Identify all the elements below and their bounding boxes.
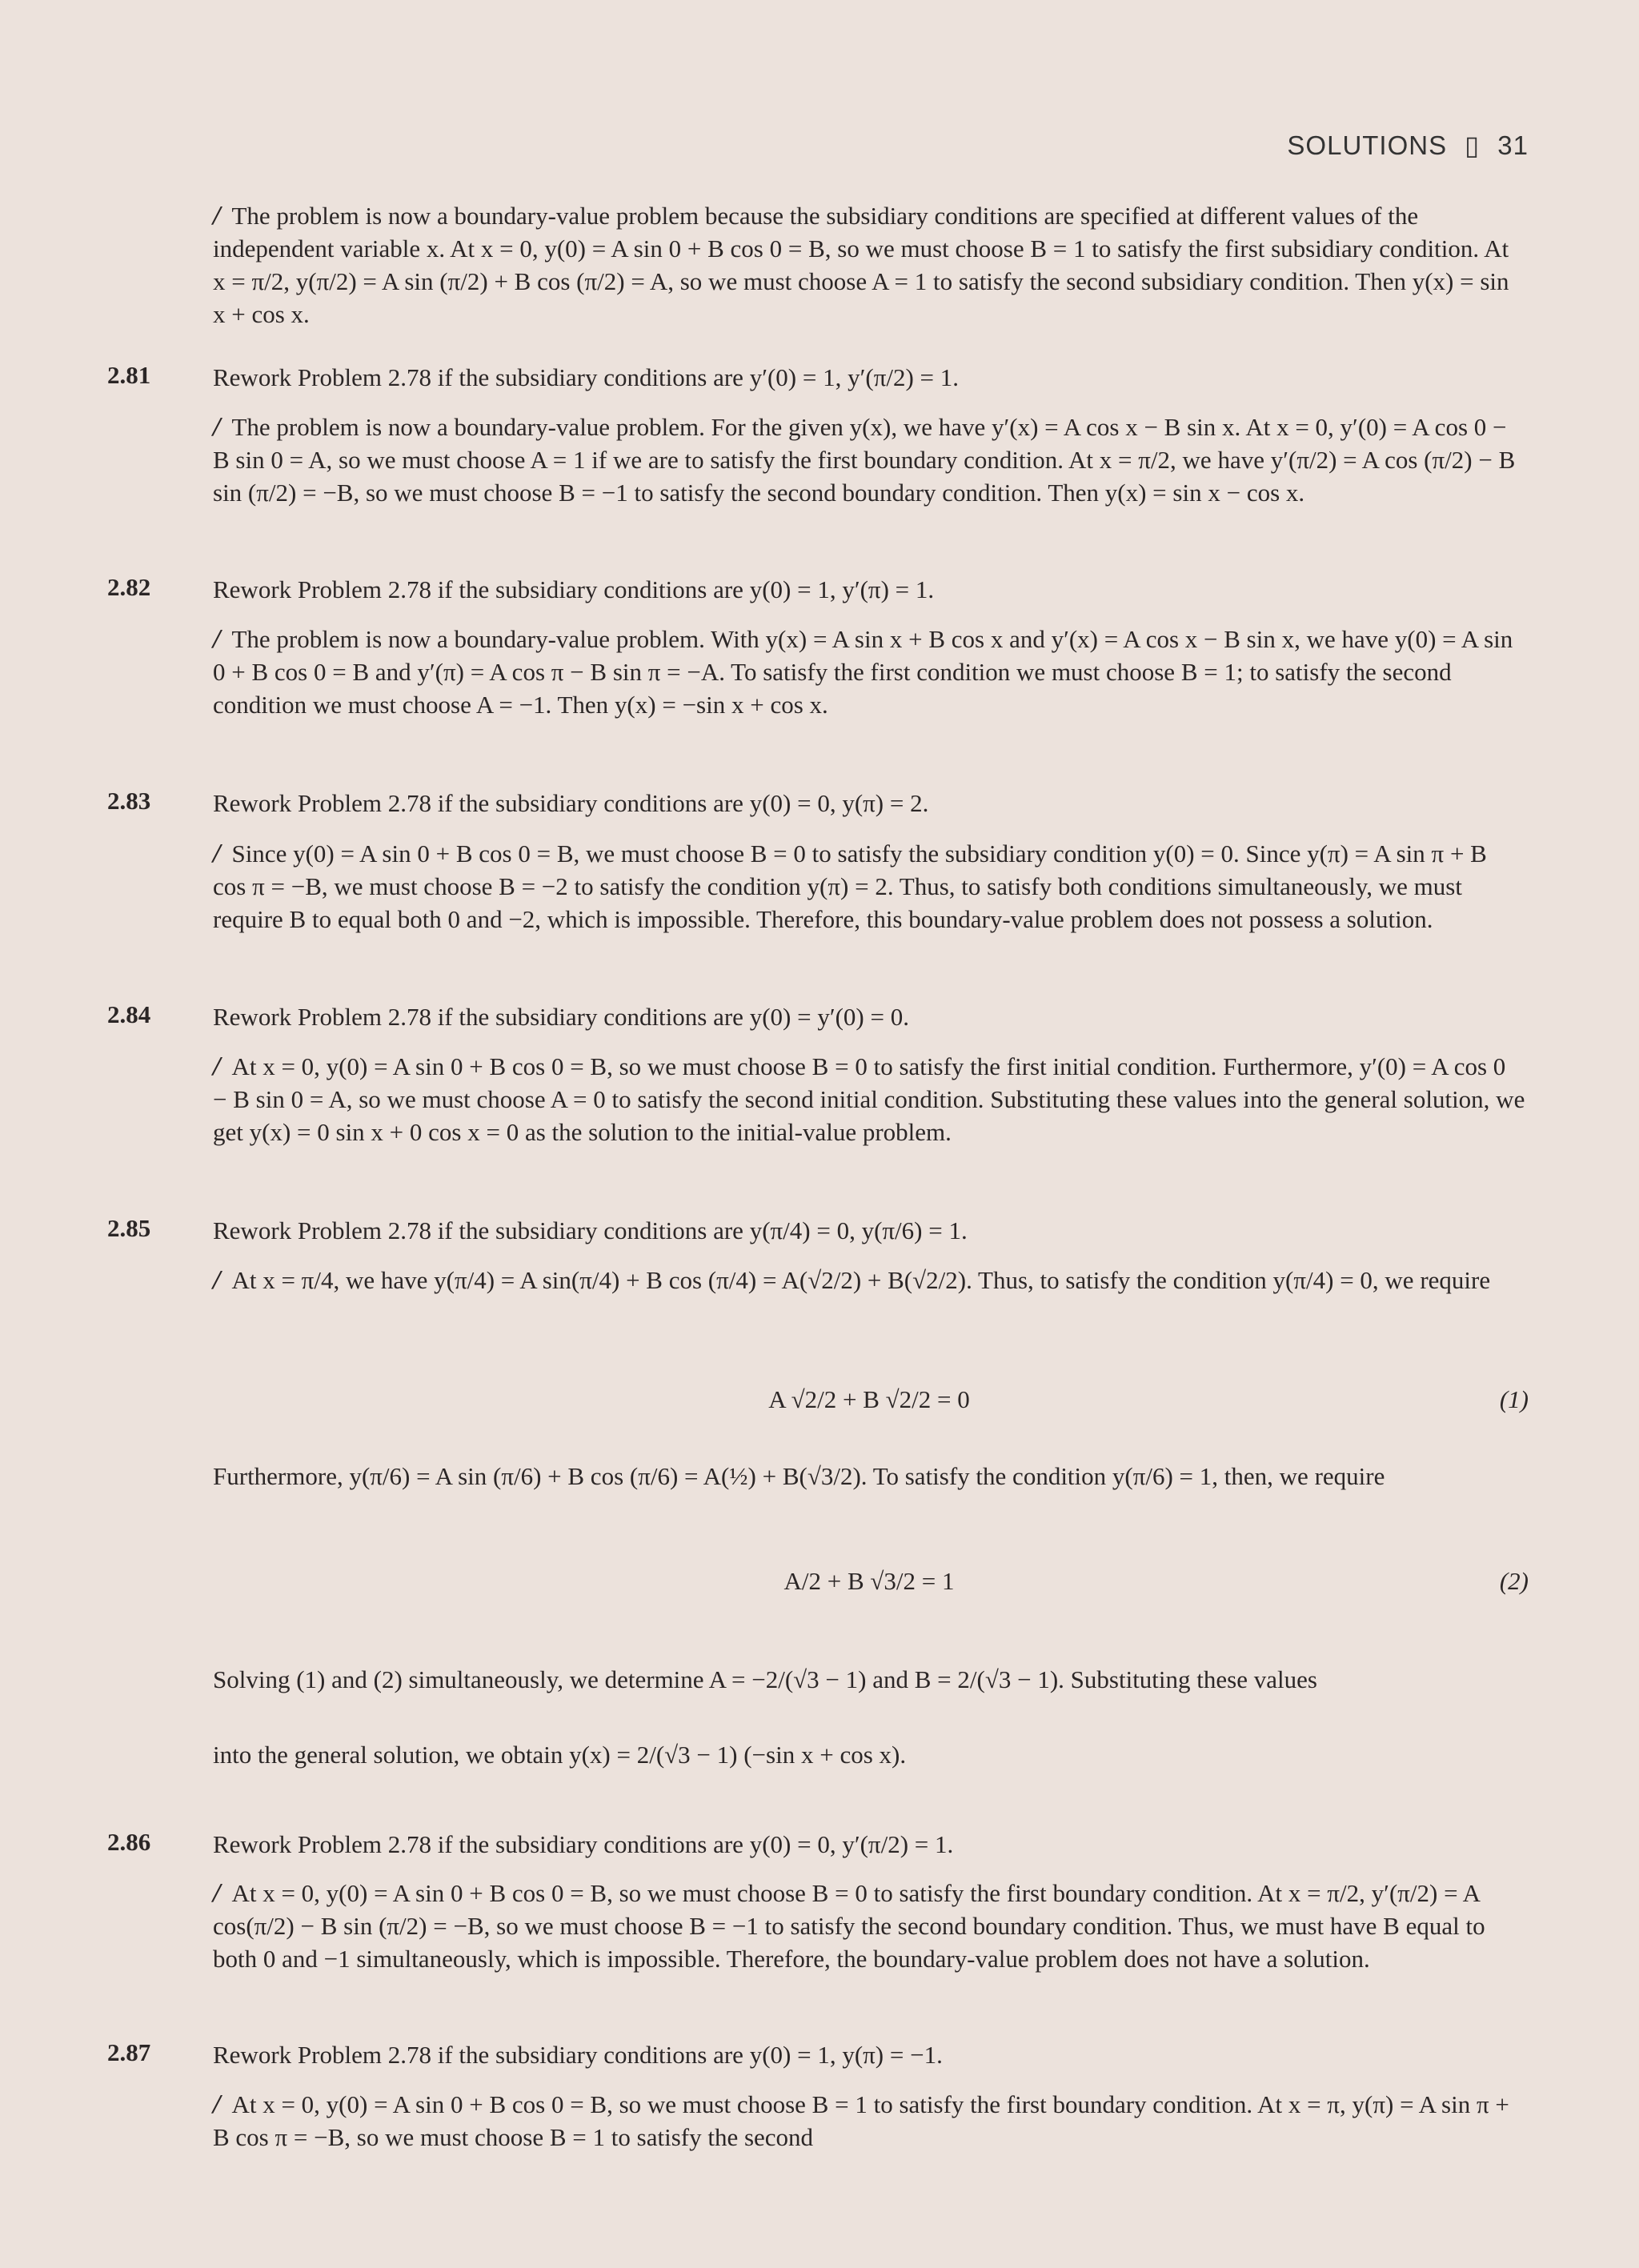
problem-number: 2.86 [107,1828,151,1856]
problem-statement: Rework Problem 2.78 if the subsidiary conditions are y(0) = y′(0) = 0. [213,1003,909,1031]
problem-solution [213,837,1525,936]
problem-solution [213,623,1525,721]
problem-statement: Rework Problem 2.78 if the subsidiary conditions are y(0) = 1, y′(π) = 1. [213,575,935,603]
equation-2: A/2 + B √3/2 = 1 [783,1567,955,1595]
solution-text: At x = 0, y(0) = A sin 0 + B cos 0 = B, so we must choose B = 0 to satisfy the first boundary condition. At x = π/2, y′(π/2) = A cos(π/2) − B sin (π/2) = −B, so we must choose B = −1 to satisfy the second boundary condition. Thus, we must have B equal to both 0 and −1 simultaneously, which is impossible. Therefore, the boundary-value problem does not have a solution. [213,1879,1485,1973]
problem-number: 2.84 [107,1000,151,1028]
solution-marker-icon: / [213,624,221,654]
problem-number: 2.85 [107,1214,151,1242]
problem-solution [213,411,1525,509]
equation-tag-2: (2) [1499,1567,1529,1595]
solution-marker-icon: / [213,1265,221,1295]
solution-marker-icon: / [213,1052,221,1081]
problem-statement: Rework Problem 2.78 if the subsidiary conditions are y(0) = 0, y′(π/2) = 1. [213,1830,954,1858]
page-number: 31 [1497,130,1529,160]
problem-number: 2.82 [107,573,151,601]
problem-statement: Rework Problem 2.78 if the subsidiary conditions are y(0) = 0, y(π) = 2. [213,789,929,817]
equation-tag-1: (1) [1499,1385,1529,1413]
problem-solution-part1 [213,1264,1525,1296]
solution-text: At x = 0, y(0) = A sin 0 + B cos 0 = B, so we must choose B = 0 to satisfy the first initial condition. Furthermore, y′(0) = A cos 0 − B sin 0 = A, so we must choose A = 0 to satisfy the second initial condition. Substituting these values into the general solution, we get y(x) = 0 sin x + 0 cos x = 0 as the solution to the initial-value problem. [213,1052,1525,1146]
solution-text: The problem is now a boundary-value problem. With y(x) = A sin x + B cos x and y′(x) = A cos x − B sin x, we have y(0) = A sin 0 + B cos 0 = B and y′(π) = A cos π − B sin π = −A. To satisfy the first condition we must choose B = 1; to satisfy the second condition we must choose A = −1. Then y(x) = −sin x + cos x. [213,625,1513,719]
problem-number: 2.81 [107,361,151,389]
solution-marker-icon: / [213,412,221,442]
problem-solution [213,1877,1525,1975]
problem-solution-part2: Furthermore, y(π/6) = A sin (π/6) + B cos (π/6) = A(½) + B(√3/2). To satisfy the condition y(π/6) = 1, then, we require [213,1462,1385,1490]
problem-solution-part4: into the general solution, we obtain y(x) = 2/(√3 − 1) (−sin x + cos x). [213,1741,907,1769]
problem-statement: Rework Problem 2.78 if the subsidiary conditions are y(π/4) = 0, y(π/6) = 1. [213,1216,968,1244]
section-title: SOLUTIONS [1287,130,1448,160]
intro-solution-text: The problem is now a boundary-value problem because the subsidiary conditions are specified at different values of the independent variable x. At x = 0, y(0) = A sin 0 + B cos 0 = B, so we must choose B = 1 to satisfy the first subsidiary condition. At x = π/2, y(π/2) = A sin (π/2) + B cos (π/2) = A, so we must choose A = 1 to satisfy the second subsidiary condition. Then y(x) = sin x + cos x. [213,202,1509,328]
separator-glyph: ▯ [1465,130,1481,160]
equation-1: A √2/2 + B √2/2 = 0 [768,1385,970,1413]
solution-marker-icon: / [213,1878,221,1908]
problem-solution [213,1050,1525,1148]
problem-number: 2.87 [107,2038,151,2066]
intro-solution [213,199,1525,331]
running-head [1287,130,1529,161]
problem-number: 2.83 [107,787,151,815]
problem-solution [213,2088,1525,2154]
problem-statement: Rework Problem 2.78 if the subsidiary conditions are y(0) = 1, y(π) = −1. [213,2041,943,2069]
solution-text: At x = 0, y(0) = A sin 0 + B cos 0 = B, so we must choose B = 1 to satisfy the first boundary condition. At x = π, y(π) = A sin π + B cos π = −B, so we must choose B = 1 to satisfy the second [213,2090,1509,2151]
solution-marker-icon: / [213,201,221,230]
problem-solution-part3: Solving (1) and (2) simultaneously, we determine A = −2/(√3 − 1) and B = 2/(√3 − 1). Substituting these values [213,1665,1317,1693]
solution-text: At x = π/4, we have y(π/4) = A sin(π/4) + B cos (π/4) = A(√2/2) + B(√2/2). Thus, to satisfy the condition y(π/4) = 0, we require [231,1266,1491,1294]
problem-statement: Rework Problem 2.78 if the subsidiary conditions are y′(0) = 1, y′(π/2) = 1. [213,363,960,391]
solution-marker-icon: / [213,2090,221,2119]
solution-text: The problem is now a boundary-value problem. For the given y(x), we have y′(x) = A cos x − B sin x. At x = 0, y′(0) = A cos 0 − B sin 0 = A, so we must choose A = 1 if we are to satisfy the first boundary condition. At x = π/2, we have y′(π/2) = A cos (π/2) − B sin (π/2) = −B, so we must choose B = −1 to satisfy the second boundary condition. Then y(x) = sin x − cos x. [213,413,1516,507]
solution-marker-icon: / [213,839,221,868]
solution-text: Since y(0) = A sin 0 + B cos 0 = B, we must choose B = 0 to satisfy the subsidiary condition y(0) = 0. Since y(π) = A sin π + B cos π = −B, we must choose B = −2 to satisfy the condition y(π) = 2. Thus, to satisfy both conditions simultaneously, we must require B to equal both 0 and −2, which is impossible. Therefore, this boundary-value problem does not possess a solution. [213,839,1487,933]
